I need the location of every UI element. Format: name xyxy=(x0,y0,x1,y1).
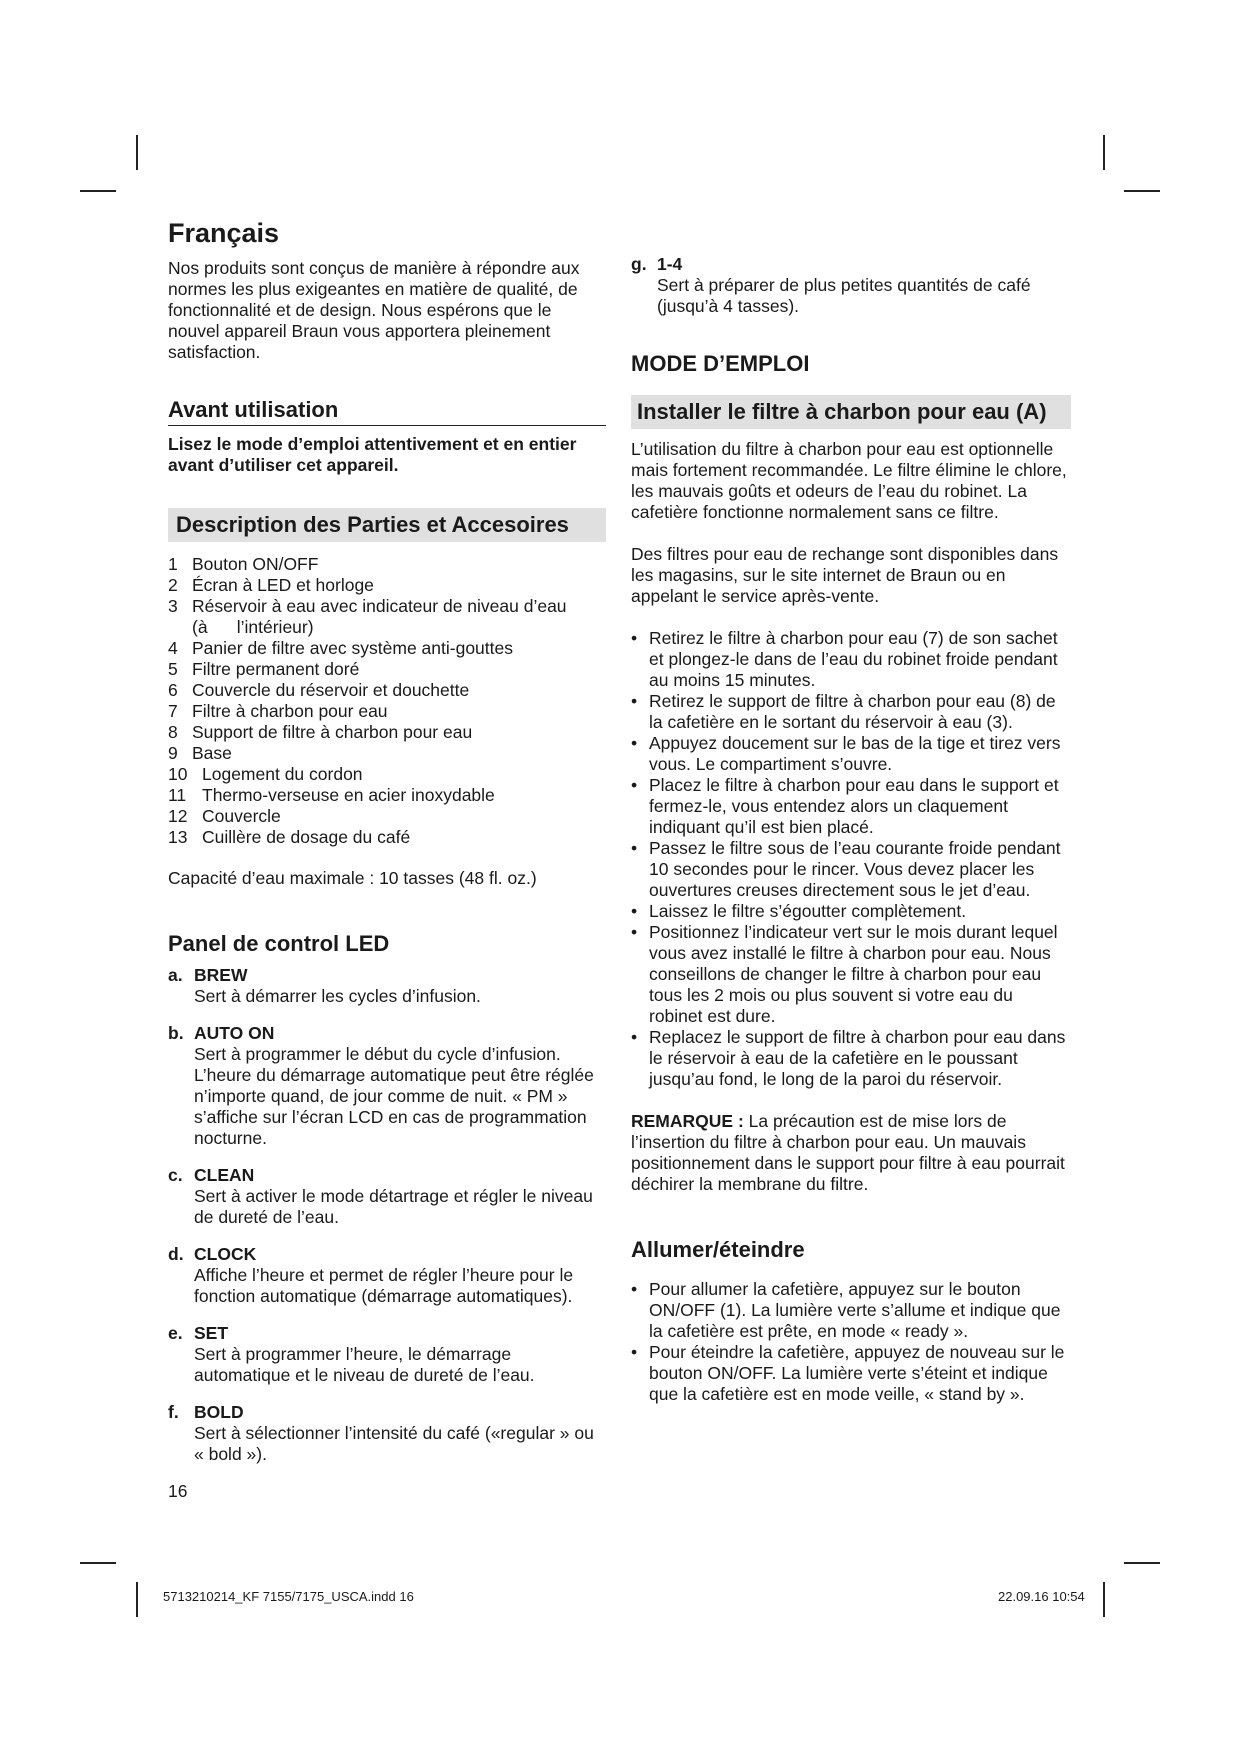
part-label: Panier de filtre avec système anti-gouttes xyxy=(192,638,513,658)
part-item xyxy=(168,743,606,764)
panel-item-letter: c. xyxy=(168,1165,183,1185)
capacity-text: Capacité d’eau maximale : 10 tasses (48 fl. oz.) xyxy=(168,868,537,888)
part-number: 6 xyxy=(168,680,178,700)
part-label: Écran à LED et horloge xyxy=(192,575,374,595)
bullet-item: • Retirez le support de filtre à charbon pour eau (8) de la cafetière en le sortant du réservoir à eau (3). xyxy=(631,691,1071,733)
crop-mark xyxy=(1124,1562,1160,1564)
panel-list xyxy=(168,965,606,1465)
bullet-item: • Placez le filtre à charbon pour eau dans le support et fermez-le, vous entendez alors un claquement indiquant qu’il est bien placé. xyxy=(631,775,1071,838)
part-number: 10 xyxy=(168,764,188,784)
panel-item-head xyxy=(631,254,1071,275)
mode-heading: MODE D’EMPLOI xyxy=(631,351,810,376)
part-label: Filtre permanent doré xyxy=(192,659,360,679)
crop-mark xyxy=(1103,135,1105,170)
footer-date: 22.09.16 10:54 xyxy=(998,1589,1085,1604)
panel-item-text: Sert à démarrer les cycles d’infusion. xyxy=(194,986,481,1006)
footer-file: 5713210214_KF 7155/7175_USCA.indd 16 xyxy=(163,1589,414,1604)
power-heading: Allumer/éteindre xyxy=(631,1237,805,1262)
panel-item-head xyxy=(168,1402,606,1423)
panel-item xyxy=(168,1023,606,1149)
part-item xyxy=(168,617,606,638)
remark-label: REMARQUE : xyxy=(631,1111,744,1131)
panel-item-letter: b. xyxy=(168,1023,184,1043)
part-label: Support de filtre à charbon pour eau xyxy=(192,722,473,742)
filter-bullets xyxy=(631,628,1071,1090)
language-title: Français xyxy=(168,218,280,248)
panel-item-name: SET xyxy=(194,1323,229,1343)
panel-item-letter: a. xyxy=(168,965,183,985)
part-item xyxy=(168,827,606,848)
bullet-item: • Retirez le filtre à charbon pour eau (7) de son sachet et plongez-le dans de l’eau du robinet froide pendant au moins 15 minutes. xyxy=(631,628,1071,691)
bullet-item: • Positionnez l’indicateur vert sur le mois durant lequel vous avez installé le filtre à charbon pour eau. Nous conseillons de changer le filtre à charbon pour eau tous les 2 mois ou plus souvent si votre eau du robinet est dure. xyxy=(631,922,1071,1027)
part-label: (à l’intérieur) xyxy=(192,617,314,637)
part-label: Couvercle du réservoir et douchette xyxy=(192,680,470,700)
panel-item-text: Sert à programmer le début du cycle d’infusion. L’heure du démarrage automatique peut être réglée n’importe quand, de jour comme de nuit. « PM » s’affiche sur l’écran LCD en cas de programmation nocturne. xyxy=(194,1044,594,1148)
panel-item-name: CLEAN xyxy=(194,1165,255,1185)
power-bullets xyxy=(631,1279,1071,1405)
panel-item-head xyxy=(168,1323,606,1344)
panel-item-text: Sert à activer le mode détartrage et régler le niveau de dureté de l’eau. xyxy=(194,1186,593,1227)
bullet-item: • Pour éteindre la cafetière, appuyez de nouveau sur le bouton ON/OFF. La lumière verte s’éteint et indique que la cafetière est en mode veille, « stand by ». xyxy=(631,1342,1071,1405)
panel-item xyxy=(168,1165,606,1228)
crop-mark xyxy=(136,135,138,170)
panel-item-text: Sert à sélectionner l’intensité du café («regular » ou « bold »). xyxy=(194,1423,594,1464)
part-number: 4 xyxy=(168,638,178,658)
panel-item xyxy=(168,965,606,1007)
part-number: 3 xyxy=(168,596,178,616)
crop-mark xyxy=(80,1562,116,1564)
panel-heading: Panel de control LED xyxy=(168,931,390,956)
panel-item-text: Sert à préparer de plus petites quantités de café (jusqu’à 4 tasses). xyxy=(657,275,1031,316)
bullet-item: • Passez le filtre sous de l’eau courante froide pendant 10 secondes pour le rincer. Vous devez placer les ouvertures creuses directement sous le jet d’eau. xyxy=(631,838,1071,901)
part-item xyxy=(168,722,606,743)
part-item xyxy=(168,785,606,806)
part-number: 13 xyxy=(168,827,188,847)
panel-item-head xyxy=(168,1244,606,1265)
part-label: Cuillère de dosage du café xyxy=(202,827,411,847)
panel-item-name: BREW xyxy=(194,965,248,985)
panel-item xyxy=(168,1402,606,1465)
intro-paragraph: Nos produits sont conçus de manière à répondre aux normes les plus exigeantes en matière de qualité, de fonctionnalité et de design. Nous espérons que le nouvel appareil Braun vous apportera pleinement satisfaction. xyxy=(168,258,580,362)
part-item xyxy=(168,638,606,659)
crop-mark xyxy=(136,1582,138,1617)
part-label: Filtre à charbon pour eau xyxy=(192,701,388,721)
part-number xyxy=(168,617,192,638)
panel-item-letter: d. xyxy=(168,1244,184,1264)
remark-text: La précaution est de mise lors de l’insertion du filtre à charbon pour eau. Un mauvais positionnement dans le support pour filtre à eau pourrait déchirer la membrane du filtre. xyxy=(631,1111,1065,1194)
part-number: 12 xyxy=(168,806,188,826)
part-item xyxy=(168,764,606,785)
bullet-item: • Laissez le filtre s’égoutter complètement. xyxy=(631,901,1071,922)
panel-item-name: AUTO ON xyxy=(194,1023,275,1043)
part-item xyxy=(168,575,606,596)
part-number: 9 xyxy=(168,743,178,763)
panel-item xyxy=(168,1323,606,1386)
panel-item-head xyxy=(168,1023,606,1044)
bullet-item: • Pour allumer la cafetière, appuyez sur le bouton ON/OFF (1). La lumière verte s’allume et indique que la cafetière est prête, en mode « ready ». xyxy=(631,1279,1071,1342)
parts-list xyxy=(168,554,606,848)
part-item xyxy=(168,701,606,722)
panel-item-name: CLOCK xyxy=(194,1244,257,1264)
panel-item-head xyxy=(168,965,606,986)
avant-heading: Avant utilisation xyxy=(168,397,606,426)
filter-heading: Installer le filtre à charbon pour eau (A) xyxy=(631,395,1071,429)
panel-item-letter: g. xyxy=(631,254,647,274)
crop-mark xyxy=(80,190,116,192)
crop-mark xyxy=(1103,1582,1105,1617)
part-label: Bouton ON/OFF xyxy=(192,554,319,574)
crop-mark xyxy=(1124,190,1160,192)
part-number: 5 xyxy=(168,659,178,679)
panel-item xyxy=(168,1244,606,1307)
bullet-item: • Appuyez doucement sur le bas de la tige et tirez vers vous. Le compartiment s’ouvre. xyxy=(631,733,1071,775)
part-item xyxy=(168,659,606,680)
filter-para-2: Des filtres pour eau de rechange sont disponibles dans les magasins, sur le site internet de Braun ou en appelant le service après-vente. xyxy=(631,544,1059,606)
part-item xyxy=(168,806,606,827)
part-number: 8 xyxy=(168,722,178,742)
part-item xyxy=(168,596,606,617)
part-label: Logement du cordon xyxy=(202,764,363,784)
part-label: Thermo-verseuse en acier inoxydable xyxy=(202,785,495,805)
part-number: 2 xyxy=(168,575,178,595)
panel-item-text: Affiche l’heure et permet de régler l’heure pour le fonction automatique (démarrage automatiques). xyxy=(194,1265,574,1306)
part-label: Réservoir à eau avec indicateur de niveau d’eau xyxy=(192,596,567,616)
part-item xyxy=(168,680,606,701)
part-number: 1 xyxy=(168,554,178,574)
part-label: Base xyxy=(192,743,232,763)
panel-item-text: Sert à programmer l’heure, le démarrage automatique et le niveau de dureté de l’eau. xyxy=(194,1344,535,1385)
bullet-item: • Replacez le support de filtre à charbon pour eau dans le réservoir à eau de la cafetière en le poussant jusqu’au fond, le long de la paroi du réservoir. xyxy=(631,1027,1071,1090)
panel-item-head xyxy=(168,1165,606,1186)
panel-item-letter: e. xyxy=(168,1323,183,1343)
panel-item-name: 1-4 xyxy=(657,254,683,274)
description-heading: Description des Parties et Accesoires xyxy=(168,508,606,542)
part-number: 7 xyxy=(168,701,178,721)
part-number: 11 xyxy=(168,785,187,805)
panel-item-letter: f. xyxy=(168,1402,179,1422)
left-column xyxy=(168,218,606,1502)
part-item xyxy=(168,554,606,575)
panel-item-name: BOLD xyxy=(194,1402,244,1422)
filter-para-1: L’utilisation du filtre à charbon pour eau est optionnelle mais fortement recommandée. Le filtre élimine le chlore, les mauvais goûts et odeurs de l’eau du robinet. La cafetière fonctionne normalement sans ce filtre. xyxy=(631,439,1067,522)
right-column xyxy=(631,254,1071,1405)
remark-paragraph xyxy=(631,1111,1071,1195)
part-label: Couvercle xyxy=(202,806,281,826)
page-number: 16 xyxy=(168,1481,188,1501)
avant-text: Lisez le mode d’emploi attentivement et en entier avant d’utiliser cet appareil. xyxy=(168,434,577,475)
